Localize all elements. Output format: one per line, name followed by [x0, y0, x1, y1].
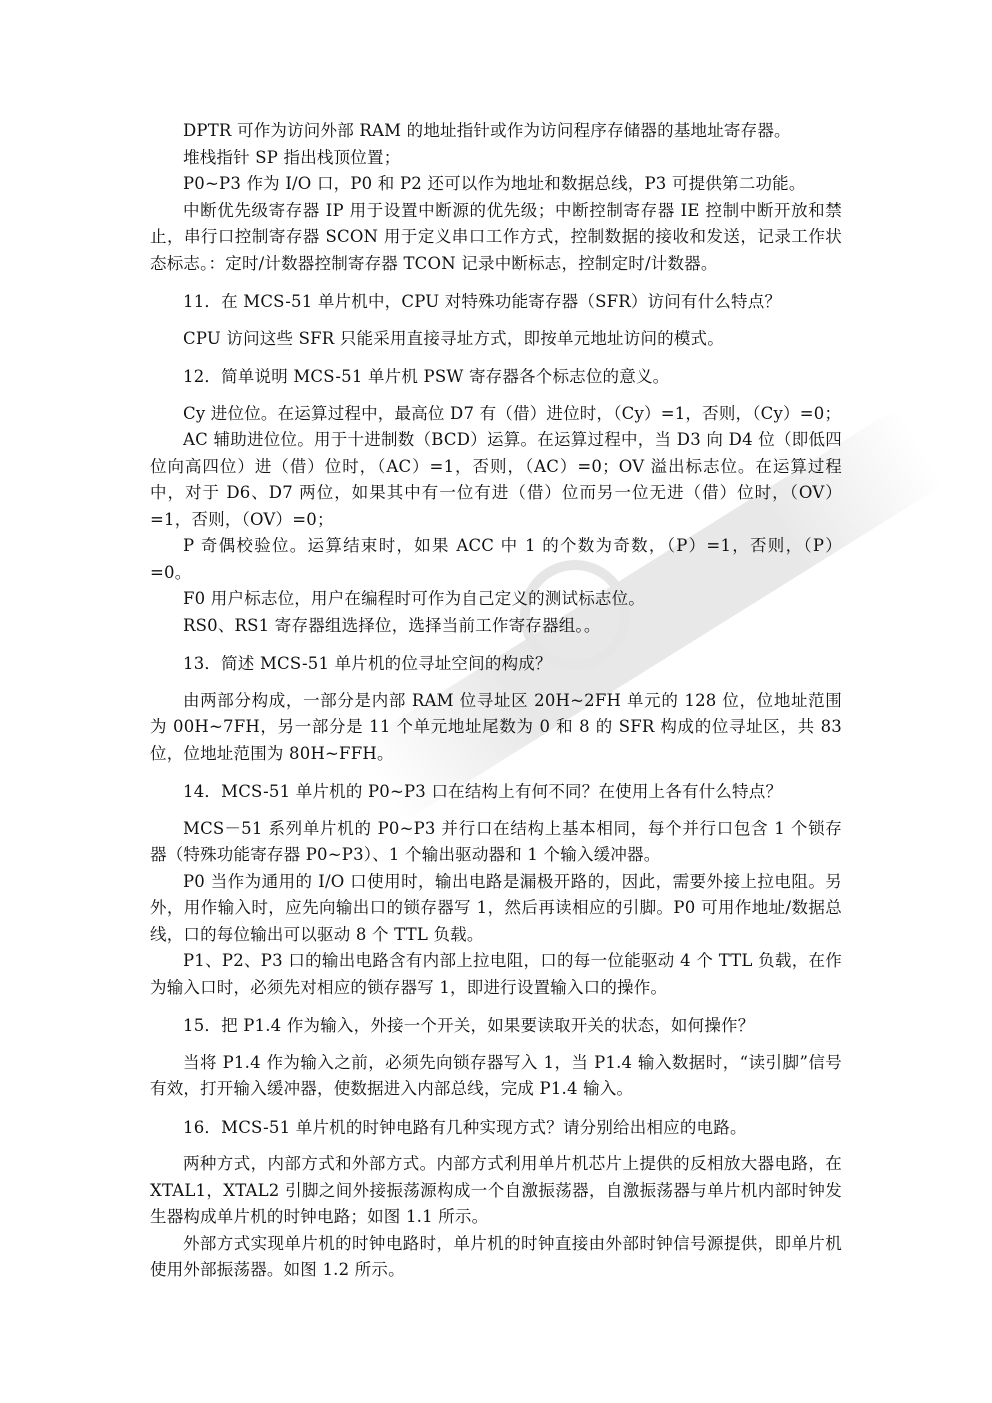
paragraph: P 奇偶校验位。运算结束时，如果 ACC 中 1 的个数为奇数，（P）=1，否则，（P）=0。 — [150, 536, 842, 582]
question-13: 13．简述 MCS-51 单片机的位寻址空间的构成？ — [183, 654, 552, 673]
question-11: 11．在 MCS-51 单片机中，CPU 对特殊功能寄存器（SFR）访问有什么特点？ — [183, 292, 782, 311]
paragraph: 中断优先级寄存器 IP 用于设置中断源的优先级；中断控制寄存器 IE 控制中断开放和禁止，串行口控制寄存器 SCON 用于定义串口工作方式，控制数据的接收和发送，记录工作状态标志。：定时/计数器控制寄存器 TCON 记录中断标志，控制定时/计数器。 — [150, 200, 842, 273]
paragraph: 外部方式实现单片机的时钟电路时，单片机的时钟直接由外部时钟信号源提供，即单片机使用外部振荡器。如图 1.2 所示。 — [150, 1233, 842, 1279]
paragraph: RS0、RS1 寄存器组选择位，选择当前工作寄存器组。。 — [183, 615, 601, 635]
answer-15 — [150, 1050, 842, 1103]
paragraph: AC 辅助进位位。用于十进制数（BCD）运算。在运算过程中，当 D3 向 D4 位（即低四位向高四位）进（借）位时，（AC）=1，否则，（AC）=0；OV 溢出标志位。在运算过程中，对于 D6、D7 两位，如果其中有一位有进（借）位而另一位无进（借）位时，（OV）=1，否则，（OV）=0； — [150, 430, 842, 529]
paragraph: 堆栈指针 SP 指出栈顶位置； — [183, 147, 401, 167]
answer-16 — [150, 1151, 842, 1284]
question-15: 15．把 P1.4 作为输入，外接一个开关，如果要读取开关的状态，如何操作？ — [183, 1016, 755, 1035]
paragraph: CPU 访问这些 SFR 只能采用直接寻址方式，即按单元地址访问的模式。 — [183, 328, 724, 348]
paragraph: F0 用户标志位，用户在编程时可作为自己定义的测试标志位。 — [183, 589, 645, 608]
paragraph: Cy 进位位。在运算过程中，最高位 D7 有（借）进位时，（Cy）=1，否则，（Cy）=0； — [183, 403, 842, 423]
paragraph: DPTR 可作为访问外部 RAM 的地址指针或作为访问程序存储器的基地址寄存器。 — [183, 121, 791, 140]
paragraph: P0~P3 作为 I/O 口，P0 和 P2 还可以作为地址和数据总线，P3 可提供第二功能。 — [183, 174, 806, 193]
answer-12 — [150, 401, 842, 640]
paragraph: 由两部分构成，一部分是内部 RAM 位寻址区 20H~2FH 单元的 128 位，位地址范围为 00H~7FH，另一部分是 11 个单元地址尾数为 0 和 8 的 SFR 构成的位寻址区，共 83 位，位地址范围为 80H~FFH。 — [150, 690, 842, 763]
paragraph: P0 当作为通用的 I/O 口使用时，输出电路是漏极开路的，因此，需要外接上拉电阻。另外，用作输入时，应先向输出口的锁存器写 1，然后再读相应的引脚。P0 可用作地址/数据总线，口的每位输出可以驱动 8 个 TTL 负载。 — [150, 871, 842, 944]
paragraph: 两种方式，内部方式和外部方式。内部方式利用单片机芯片上提供的反相放大器电路，在 XTAL1，XTAL2 引脚之间外接振荡源构成一个自激振荡器，自激振荡器与单片机内部时钟发生器构成单片机的时钟电路；如图 1.1 所示。 — [150, 1154, 842, 1226]
document-page — [150, 118, 842, 1284]
paragraph: P1、P2、P3 口的输出电路含有内部上拉电阻，口的每一位能驱动 4 个 TTL 负载，在作为输入口时，必须先对相应的锁存器写 1，即进行设置输入口的操作。 — [150, 951, 842, 997]
paragraph: MCS－51 系列单片机的 P0~P3 并行口在结构上基本相同，每个并行口包含 1 个锁存器（特殊功能寄存器 P0~P3）、1 个输出驱动器和 1 个输入缓冲器。 — [150, 818, 842, 864]
answer-14 — [150, 816, 842, 1002]
answer-13 — [150, 688, 842, 768]
question-12: 12．简单说明 MCS-51 单片机 PSW 寄存器各个标志位的意义。 — [183, 367, 670, 386]
question-14: 14．MCS-51 单片机的 P0~P3 口在结构上有何不同？在使用上各有什么特点？ — [183, 782, 783, 801]
intro-block — [150, 118, 842, 277]
question-16: 16．MCS-51 单片机的时钟电路有几种实现方式？请分别给出相应的电路。 — [183, 1117, 747, 1137]
paragraph: 当将 P1.4 作为输入之前，必须先向锁存器写入 1，当 P1.4 输入数据时，“读引脚”信号有效，打开输入缓冲器，使数据进入内部总线，完成 P1.4 输入。 — [150, 1052, 842, 1098]
answer-11 — [150, 326, 842, 353]
